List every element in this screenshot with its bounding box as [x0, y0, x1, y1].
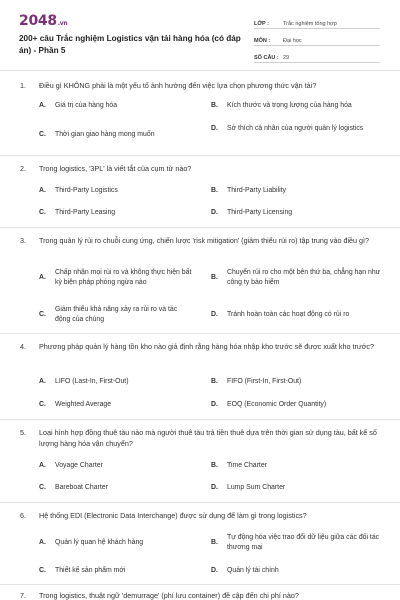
option-text: LIFO (Last-In, First-Out)	[55, 378, 129, 385]
question-text: Điều gì KHÔNG phải là một yếu tố ảnh hưởng đến việc lựa chọn phương thức vận tải?	[39, 81, 317, 90]
meta-label: MÔN :	[254, 38, 271, 44]
meta-value: 29	[283, 55, 290, 61]
option-text: EOQ (Economic Order Quantity)	[227, 401, 327, 408]
option-d[interactable]	[211, 483, 381, 493]
question-text: Loại hình hợp đồng thuê tàu nào mà người thuê tàu trả tiền thuê dựa trên thời gian sử dụng tàu, bất kể số lượng hàng hóa vận chuyển?	[39, 428, 377, 448]
option-text: Lump Sum Charter	[227, 484, 286, 491]
option-letter: A.	[39, 102, 46, 109]
option-letter: D.	[211, 209, 218, 216]
option-text: Quản lý tài chính	[227, 567, 279, 574]
question-divider	[0, 333, 400, 334]
option-c[interactable]	[39, 566, 194, 576]
option-d[interactable]	[211, 208, 381, 218]
option-letter: D.	[211, 125, 218, 132]
option-letter: A.	[39, 187, 46, 194]
option-letter: C.	[39, 484, 46, 491]
question-stem	[20, 235, 380, 246]
option-c[interactable]	[39, 400, 194, 410]
question-stem	[20, 590, 380, 600]
option-letter: A.	[39, 274, 46, 281]
option-b[interactable]	[211, 377, 381, 387]
option-a[interactable]	[39, 101, 194, 111]
option-text: Weighted Average	[55, 401, 112, 408]
option-text: Sở thích cá nhân của người quản lý logistics	[227, 125, 364, 132]
meta-row-class	[254, 14, 380, 29]
option-c[interactable]	[39, 208, 194, 218]
option-d[interactable]	[211, 400, 381, 410]
question-number: 2.	[20, 164, 26, 173]
option-text: Voyage Charter	[55, 462, 103, 469]
option-text: Third-Party Licensing	[227, 209, 293, 216]
option-d[interactable]	[211, 124, 381, 134]
meta-label: SỐ CÂU :	[254, 55, 279, 61]
question-number: 5.	[20, 428, 26, 437]
question-divider	[0, 419, 400, 420]
option-text: Bareboat Charter	[55, 484, 108, 491]
option-letter: C.	[39, 311, 46, 318]
meta-value: Trắc nghiệm tổng hợp	[283, 21, 337, 27]
option-letter: B.	[211, 102, 218, 109]
question-number: 1.	[20, 81, 26, 90]
option-a[interactable]	[39, 186, 194, 196]
question-stem	[20, 427, 380, 449]
option-letter: D.	[211, 484, 218, 491]
meta-value: Đại học	[283, 38, 302, 44]
option-b[interactable]	[211, 186, 381, 196]
option-b[interactable]	[211, 461, 381, 471]
option-d[interactable]	[211, 566, 381, 576]
meta-label: LỚP :	[254, 21, 269, 27]
question-text: Trong logistics, thuật ngữ 'demurrage' (phí lưu container) đề cập đến chi phí nào?	[39, 591, 299, 600]
question-text: Phương pháp quản lý hàng tồn kho nào giả định rằng hàng hóa nhập kho trước sẽ được xuất kho trước?	[39, 342, 375, 351]
header-divider	[0, 70, 400, 71]
option-d[interactable]	[211, 310, 381, 320]
option-a[interactable]	[39, 268, 194, 288]
option-letter: B.	[211, 539, 218, 546]
option-letter: D.	[211, 567, 218, 574]
option-letter: D.	[211, 311, 218, 318]
option-b[interactable]	[211, 268, 381, 288]
question-stem	[20, 510, 380, 521]
document-title: 200+ câu Trắc nghiệm Logistics vận tải hàng hóa (có đáp án) - Phần 5	[19, 34, 241, 55]
question-text: Trong quản lý rủi ro chuỗi cung ứng, chiến lược 'risk mitigation' (giảm thiểu rủi ro) tập trung vào điều gì?	[39, 236, 370, 245]
option-text: Tránh hoàn toàn các hoạt động có rủi ro	[227, 311, 350, 318]
question-divider	[0, 502, 400, 503]
option-text: Third-Party Leasing	[55, 209, 116, 216]
option-letter: A.	[39, 462, 46, 469]
option-text: Third-Party Logistics	[55, 187, 118, 194]
option-c[interactable]	[39, 483, 194, 493]
option-letter: C.	[39, 567, 46, 574]
option-letter: A.	[39, 539, 46, 546]
option-text: Chấp nhận mọi rủi ro và không thực hiện bất kỳ biện pháp phòng ngừa nào	[55, 269, 192, 286]
question-text: Trong logistics, '3PL' là viết tắt của cụm từ nào?	[39, 164, 192, 173]
site-logo[interactable]	[19, 13, 67, 29]
meta-row-subject	[254, 31, 380, 46]
option-c[interactable]	[39, 305, 194, 325]
option-text: Kích thước và trọng lượng của hàng hóa	[227, 102, 352, 109]
option-text: Time Charter	[227, 462, 267, 469]
option-text: Thiết kế sản phẩm mới	[55, 567, 126, 574]
option-a[interactable]	[39, 377, 194, 387]
option-letter: C.	[39, 209, 46, 216]
option-text: Quản lý quan hệ khách hàng	[55, 539, 144, 546]
option-text: Thời gian giao hàng mong muốn	[55, 131, 155, 138]
meta-row-count	[254, 48, 380, 63]
option-c[interactable]	[39, 130, 194, 140]
question-text: Hệ thống EDI (Electronic Data Interchange) được sử dụng để làm gì trong logistics?	[39, 511, 307, 520]
option-text: Chuyển rủi ro cho một bên thứ ba, chẳng hạn như công ty bảo hiểm	[227, 269, 381, 286]
option-a[interactable]	[39, 538, 194, 548]
option-letter: B.	[211, 187, 218, 194]
option-b[interactable]	[211, 533, 381, 553]
document-header	[0, 0, 400, 68]
option-letter: B.	[211, 274, 218, 281]
logo-suffix: .vn	[57, 20, 68, 27]
option-letter: C.	[39, 131, 46, 138]
option-letter: C.	[39, 401, 46, 408]
question-number: 4.	[20, 342, 26, 351]
option-letter: B.	[211, 378, 218, 385]
question-number: 7.	[20, 591, 26, 600]
option-b[interactable]	[211, 101, 381, 111]
option-letter: D.	[211, 401, 218, 408]
question-number: 6.	[20, 511, 26, 520]
question-stem	[20, 163, 380, 174]
option-letter: A.	[39, 378, 46, 385]
question-number: 3.	[20, 236, 26, 245]
option-text: Tự động hóa việc trao đổi dữ liệu giữa các đối tác thương mại	[227, 534, 380, 551]
option-text: Giá trị của hàng hóa	[55, 102, 118, 109]
question-stem	[20, 80, 380, 91]
question-divider	[0, 155, 400, 156]
logo-text: 2048	[19, 13, 57, 29]
document-meta	[254, 14, 380, 63]
option-letter: B.	[211, 462, 218, 469]
question-stem	[20, 341, 380, 352]
option-text: Giảm thiểu khả năng xảy ra rủi ro và tác động của chúng	[55, 306, 178, 323]
option-text: Third-Party Liability	[227, 187, 286, 194]
question-divider	[0, 584, 400, 585]
question-divider	[0, 227, 400, 228]
option-a[interactable]	[39, 461, 194, 471]
option-text: FIFO (First-In, First-Out)	[227, 378, 302, 385]
